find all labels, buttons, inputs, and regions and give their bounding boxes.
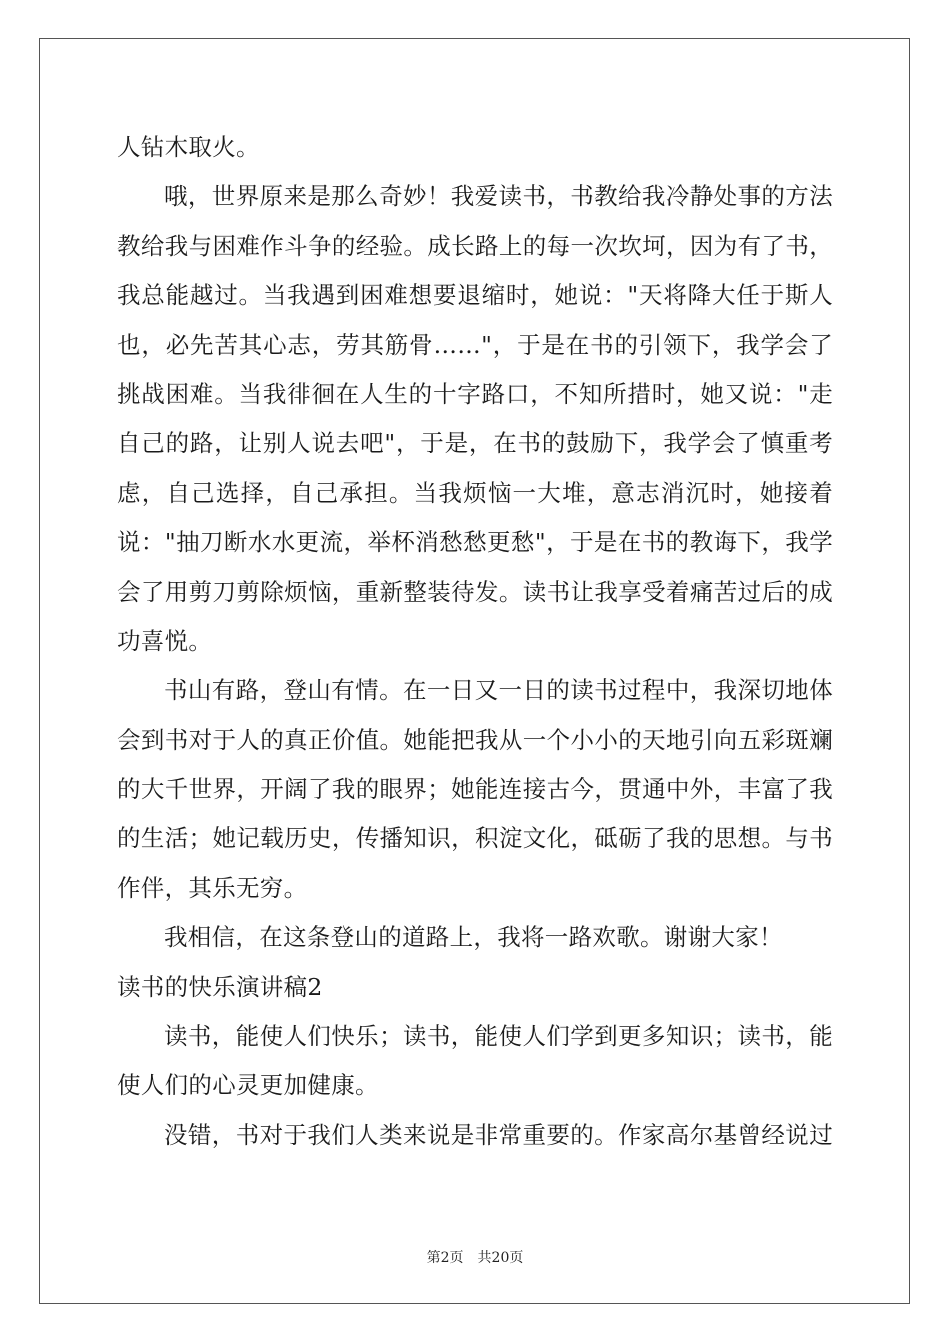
text-line: 使人们的心灵更加健康。 bbox=[117, 1071, 379, 1100]
page-number-total: 共20页 bbox=[477, 1250, 524, 1266]
text-line: 的生活；她记载历史，传播知识，积淀文化，砥砺了我的思想。与书 bbox=[117, 824, 833, 853]
text-line: 会到书对于人的真正价值。她能把我从一个小小的天地引向五彩斑斓 bbox=[117, 725, 833, 754]
text-line: 没错，书对于我们人类来说是非常重要的。作家高尔基曾经说过 bbox=[164, 1120, 833, 1149]
text-line: 我相信，在这条登山的道路上，我将一路欢歌。谢谢大家！ bbox=[164, 923, 783, 952]
text-line: 挑战困难。当我徘徊在人生的十字路口，不知所措时，她又说："走 bbox=[117, 379, 833, 408]
page-number-current: 第2页 bbox=[426, 1250, 464, 1266]
page-footer bbox=[0, 1247, 950, 1267]
text-line: 读书，能使人们快乐；读书，能使人们学到更多知识；读书，能 bbox=[164, 1022, 833, 1051]
text-line: 虑，自己选择，自己承担。当我烦恼一大堆，意志消沉时，她接着 bbox=[117, 478, 833, 507]
text-line: 教给我与困难作斗争的经验。成长路上的每一次坎坷，因为有了书， bbox=[117, 231, 833, 260]
text-line: 说："抽刀断水水更流，举杯消愁愁更愁"，于是在书的教诲下，我学 bbox=[117, 528, 833, 557]
text-line: 作伴，其乐无穷。 bbox=[117, 873, 308, 902]
text-line: 读书的快乐演讲稿2 bbox=[117, 972, 323, 1001]
text-line: 人钻木取火。 bbox=[117, 133, 260, 161]
text-line: 自己的路，让别人说去吧"，于是，在书的鼓励下，我学会了慎重考 bbox=[117, 429, 833, 458]
text-line: 也，必先苦其心志，劳其筋骨……"，于是在书的引领下，我学会了 bbox=[117, 330, 833, 359]
text-line: 书山有路，登山有情。在一日又一日的读书过程中，我深切地体 bbox=[164, 676, 833, 705]
text-line: 我总能越过。当我遇到困难想要退缩时，她说："天将降大任于斯人 bbox=[117, 281, 833, 310]
text-line: 会了用剪刀剪除烦恼，重新整装待发。读书让我享受着痛苦过后的成 bbox=[117, 577, 833, 606]
text-line: 功喜悦。 bbox=[117, 626, 213, 655]
text-line: 哦，世界原来是那么奇妙！我爱读书，书教给我冷静处事的方法 bbox=[164, 182, 833, 211]
document-body bbox=[117, 123, 833, 1160]
text-line: 的大千世界，开阔了我的眼界；她能连接古今，贯通中外，丰富了我 bbox=[117, 775, 833, 804]
